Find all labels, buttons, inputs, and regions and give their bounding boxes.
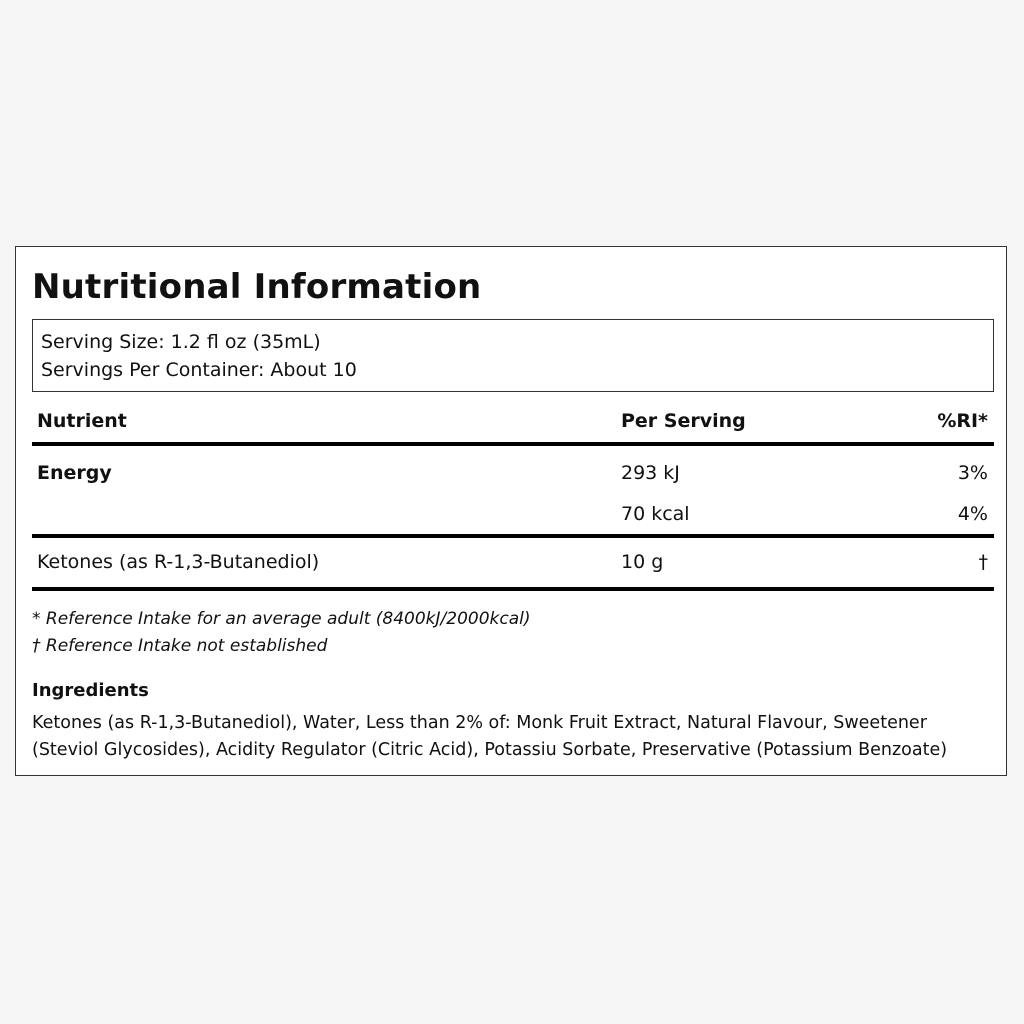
label-title: Nutritional Information xyxy=(32,267,482,307)
ri-value: 3% xyxy=(957,462,988,484)
per-serving-value: 70 kcal xyxy=(621,503,690,525)
table-header-row xyxy=(32,402,994,442)
ingredients-text: Ketones (as R-1,3-Butanediol), Water, Less than 2% of: Monk Fruit Extract, Natural Flavour, Sweetener (Steviol Glycosides), Acidity Regulator (Citric Acid), Potassiu Sorbate, Preservative (Potassium Benzoate) xyxy=(32,713,948,760)
header-ri: %RI* xyxy=(937,410,988,432)
nutrient-name: Ketones (as R-1,3-Butanediol) xyxy=(37,551,320,573)
table-row xyxy=(32,446,994,496)
ri-value: † xyxy=(978,551,988,573)
nutrient-name: Energy xyxy=(37,462,112,484)
header-per-serving: Per Serving xyxy=(621,410,746,432)
footnotes xyxy=(32,606,531,660)
footnote-reference-intake: * Reference Intake for an average adult (8400kJ/2000kcal) xyxy=(32,609,531,629)
serving-info-box xyxy=(32,319,994,392)
ri-value: 4% xyxy=(957,503,988,525)
table-row xyxy=(32,496,994,534)
per-serving-value: 10 g xyxy=(621,551,664,573)
footnote-not-established: † Reference Intake not established xyxy=(32,636,328,656)
per-serving-value: 293 kJ xyxy=(621,462,680,484)
table-bottom-divider xyxy=(32,587,994,591)
ingredients-heading: Ingredients xyxy=(32,680,149,701)
servings-per-container: Servings Per Container: About 10 xyxy=(41,359,357,381)
nutrition-table xyxy=(32,402,994,591)
nutrition-label-panel xyxy=(15,246,1007,776)
serving-size: Serving Size: 1.2 fl oz (35mL) xyxy=(41,331,321,353)
table-row xyxy=(32,538,994,587)
header-nutrient: Nutrient xyxy=(37,410,127,432)
